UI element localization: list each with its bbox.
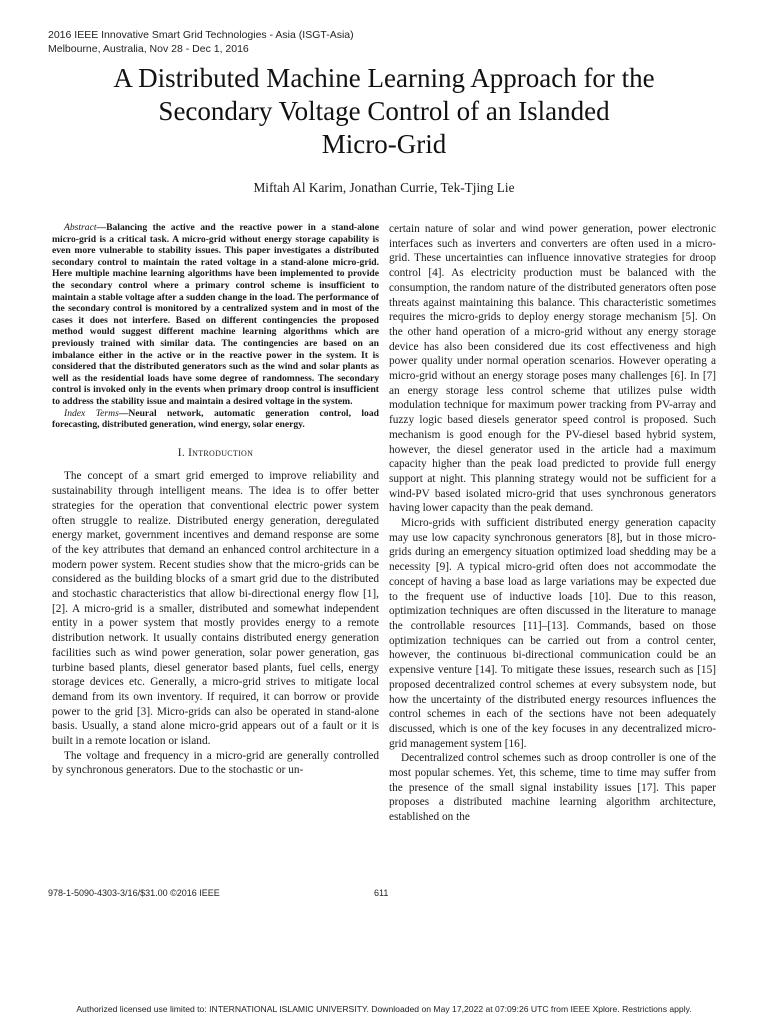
right-paragraph-2: Micro-grids with sufficient distributed energy generation capacity may use low capacity synchronous generators [8], but in those micro-grids during an emergency situation optimized load shedding may be a necessity [9]. A typical micro-grid often does not accommodate the concept of having a base load as large variations may be expected due to the frequent use of inductive loads [10]. Due to this reason, optimization techniques are often discussed in the literature to manage the controllable resources [11]–[13]. Commands, based on those optimization techniques can be carried out from a control center, however, the continuous bi-directional communication could be an expensive venture [14]. To mitigate these issues, research such as [15] proposed decentralized control schemes at every subsystem node, but how the uncertainty of the distributed energy resources influences the control schemes in each of the sections have not been adequately discussed, which is one of the key focuses in any decentralized micro-grid management system [16]. — [389, 517, 716, 750]
paper-title — [40, 62, 728, 161]
index-terms — [52, 408, 379, 431]
abstract-label: Abstract — [64, 222, 97, 233]
left-paragraph-1: The concept of a smart grid emerged to improve reliability and sustainability through intelligent means. The idea is to offer better strategies for the operation that conventional electric power system often struggle to realize. Distributed energy generation, deregulated energy market, government incentives and demand response are some of the key attributes that demand an enhanced control architecture in a modern power system. Recent studies show that the micro-grids can be considered as the building blocks of a smart grid due to the distributed and stochastic characteristics that allow bi-directional energy flow [1], [2]. A micro-grid is a smaller, distributed and somewhat independent entity in a power system that mostly provides energy to a remote distribution network. It usually contains distributed energy generation facilities such as wind power generation, solar power generation, gas turbine based plants, diesel generator based plants, fuel cells, energy storage devices etc. Generally, a micro-grid strives to mitigate local demand from its own inventory. If required, it can borrow or provide power to the grid [3]. Micro-grids can also be operated in stand-alone basis. Usually, a stand alone micro-grid appears out of a fault or it is built in a remote location or island. — [52, 470, 379, 748]
title-line-3: Micro-Grid — [321, 129, 447, 159]
section-heading — [52, 446, 379, 461]
conference-name: 2016 IEEE Innovative Smart Grid Technologies - Asia (ISGT-Asia) — [48, 29, 354, 41]
right-paragraph-1: certain nature of solar and wind power generation, power electronic interfaces such as inverters and converters are often used in a micro-grid. These uncertainties can influence innovative strategies for droop control [4]. As electricity production must be balanced with the consumption, the random nature of the distributed generators often pose threats against maintaining this balance. This characteristic sometimes requires the micro-grids to deploy energy storage mechanism [5]. On the other hand operation of a micro-grid without any energy storage device has also been considered due its cost effectiveness and high power quality under normal operation scenarios. However operating a micro-grid without an energy storage poses many challenges [6]. In [7] an energy storage less control scheme that utilizes pulse width modulation technique for maximum power tracking from PV-array and fuzzy logic based diesels generator speed control is proposed. Such mechanism is good enough for the PV-diesel based hybrid system, however, the diesel generator used in the article had a maximum capacity higher than the peak load predicted to provide full energy support at night. This planning strategy would not be sufficient for a wind-PV based isolated micro-grid that uses synchronous generators having lower capacity than the peak demand. — [389, 223, 716, 515]
title-line-2: Secondary Voltage Control of an Islanded — [158, 96, 610, 126]
abstract — [52, 222, 379, 408]
conference-location: Melbourne, Australia, Nov 28 - Dec 1, 2016 — [48, 42, 249, 55]
section-number: I. — [177, 446, 189, 459]
isbn-copyright: 978-1-5090-4303-3/16/$31.00 ©2016 IEEE — [48, 888, 220, 898]
left-paragraph-2: The voltage and frequency in a micro-grid are generally controlled by synchronous generators. Due to the stochastic or un- — [52, 749, 379, 777]
index-terms-text: —Neural network, automatic generation control, load forecasting, distributed generation, wind energy, solar energy. — [52, 407, 379, 431]
author-list: Miftah Al Karim, Jonathan Currie, Tek-Tjing Lie — [253, 180, 515, 195]
license-notice: Authorized licensed use limited to: INTERNATIONAL ISLAMIC UNIVERSITY. Downloaded on May 17,2022 at 07:09:26 UTC from IEEE Xplore. Restrictions apply. — [76, 1004, 692, 1014]
section-title: Introduction — [188, 446, 254, 459]
right-paragraph-3: Decentralized control schemes such as droop controller is one of the most popular schemes. Yet, this scheme, time to time may suffer from the presence of the small signal instability issues [17]. This paper proposes a distributed machine learning algorithm architecture, established on the — [389, 752, 716, 824]
right-column — [389, 222, 716, 825]
conference-header — [48, 29, 354, 56]
page-number: 611 — [374, 888, 389, 898]
left-column — [52, 222, 379, 778]
index-terms-label: Index Terms — [64, 407, 119, 419]
abstract-text: —Balancing the active and the reactive power in a stand-alone micro-grid is a critical task. A micro-grid without energy storage capability is even more vulnerable to stability issues. This paper investigates a distributed secondary control to maintain the rated voltage in a stand-alone micro-grid. Here multiple machine learning algorithms have been implemented to provide the secondary control where a primary control scheme is insufficient to maintain a stable voltage after a sudden change in the load. The performance of the secondary control is monitored by a centralized system and in most of the cases it does not interfere. Based on different contingencies the proposed method would suggest different machine learning algorithms which are previously trained with similar data. The contingencies are based on an imbalance either in the active or in the reactive power in the system. It is considered that the distributed generators such as the wind and solar plants as well as the residential loads have some degree of randomness. The secondary control is invoked only in the events when primary droop control is insufficient to address the stability issue and maintain a desired voltage in the system. — [52, 222, 379, 407]
title-line-1: A Distributed Machine Learning Approach for the — [113, 63, 655, 93]
